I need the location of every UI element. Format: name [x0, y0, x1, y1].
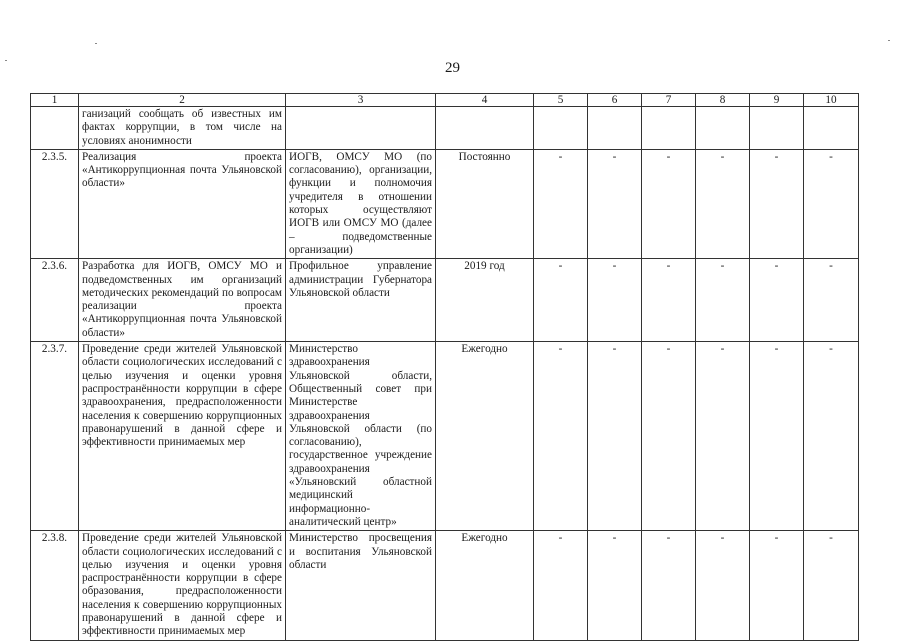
item-number: 2.3.6.: [31, 259, 79, 342]
value-cell: [750, 107, 804, 150]
measure-text: Проведение среди жителей Ульяновской области социологических исследований с целью изучения и оценки уровня распространённости коррупции в сфере здравоохранения, предрасположенности населения к совершению коррупционных правонарушений в данной сфере и эффективности принимаемых мер: [79, 342, 286, 531]
term-text: Постоянно: [436, 149, 534, 258]
value-cell: [588, 107, 642, 150]
scan-speck: [888, 40, 890, 41]
scan-speck: [95, 43, 97, 44]
value-cell: -: [534, 149, 588, 258]
item-number: [31, 107, 79, 150]
value-cell: -: [642, 259, 696, 342]
term-text: 2019 год: [436, 259, 534, 342]
table-header-row: [31, 94, 859, 107]
term-text: [436, 107, 534, 150]
value-cell: -: [750, 531, 804, 640]
measure-text: ганизаций сообщать об известных им фактах коррупции, в том числе на условиях анонимности: [79, 107, 286, 150]
value-cell: -: [588, 259, 642, 342]
column-header: 3: [286, 94, 436, 107]
value-cell: -: [804, 259, 859, 342]
item-number: 2.3.7.: [31, 342, 79, 531]
column-header: 9: [750, 94, 804, 107]
value-cell: -: [588, 531, 642, 640]
measures-table: [30, 93, 859, 641]
responsible-text: [286, 107, 436, 150]
value-cell: [642, 107, 696, 150]
value-cell: -: [642, 342, 696, 531]
table-row: [31, 531, 859, 640]
value-cell: -: [642, 149, 696, 258]
column-header: 8: [696, 94, 750, 107]
table-row: [31, 107, 859, 150]
value-cell: [804, 107, 859, 150]
value-cell: -: [534, 342, 588, 531]
value-cell: -: [588, 342, 642, 531]
column-header: 5: [534, 94, 588, 107]
value-cell: -: [588, 149, 642, 258]
value-cell: -: [750, 342, 804, 531]
measure-text: Проведение среди жителей Ульяновской области социологических исследований с целью изучения и оценки уровня распространённости коррупции в сфере образования, предрасположенности населения к совершению коррупционных правонарушений в данной сфере и эффективности принимаемых мер: [79, 531, 286, 640]
responsible-text: Министерство просвещения и воспитания Ульяновской области: [286, 531, 436, 640]
column-header: 6: [588, 94, 642, 107]
page-number: 29: [445, 60, 460, 76]
column-header: 4: [436, 94, 534, 107]
item-number: 2.3.5.: [31, 149, 79, 258]
column-header: 2: [79, 94, 286, 107]
value-cell: -: [804, 342, 859, 531]
value-cell: -: [534, 259, 588, 342]
value-cell: -: [804, 149, 859, 258]
term-text: Ежегодно: [436, 531, 534, 640]
value-cell: -: [696, 531, 750, 640]
measure-text: Реализация проекта «Антикоррупционная почта Ульяновской области»: [79, 149, 286, 258]
value-cell: [696, 107, 750, 150]
value-cell: -: [534, 531, 588, 640]
value-cell: -: [804, 531, 859, 640]
column-header: 7: [642, 94, 696, 107]
measure-text: Разработка для ИОГВ, ОМСУ МО и подведомственных им организаций методических рекомендаций по вопросам реализации проекта «Антикоррупционная почта Ульяновской области»: [79, 259, 286, 342]
value-cell: -: [642, 531, 696, 640]
value-cell: [534, 107, 588, 150]
value-cell: -: [696, 149, 750, 258]
column-header: 10: [804, 94, 859, 107]
scan-speck: [5, 60, 7, 61]
responsible-text: ИОГВ, ОМСУ МО (по согласованию), организации, функции и полномочия учредителя в отношении которых осуществляют ИОГВ или ОМСУ МО (далее – подведомственные организации): [286, 149, 436, 258]
value-cell: -: [696, 342, 750, 531]
table-row: [31, 342, 859, 531]
item-number: 2.3.8.: [31, 531, 79, 640]
responsible-text: Профильное управление администрации Губернатора Ульяновской области: [286, 259, 436, 342]
table-row: [31, 149, 859, 258]
column-header: 1: [31, 94, 79, 107]
value-cell: -: [696, 259, 750, 342]
value-cell: -: [750, 259, 804, 342]
term-text: Ежегодно: [436, 342, 534, 531]
responsible-text: Министерство здравоохранения Ульяновской области, Общественный совет при Министерстве здравоохранения Ульяновской области (по согласованию), государственное учреждение здравоохранения «Ульяновский областной медицинский информационно-аналитический центр»: [286, 342, 436, 531]
value-cell: -: [750, 149, 804, 258]
table-row: [31, 259, 859, 342]
